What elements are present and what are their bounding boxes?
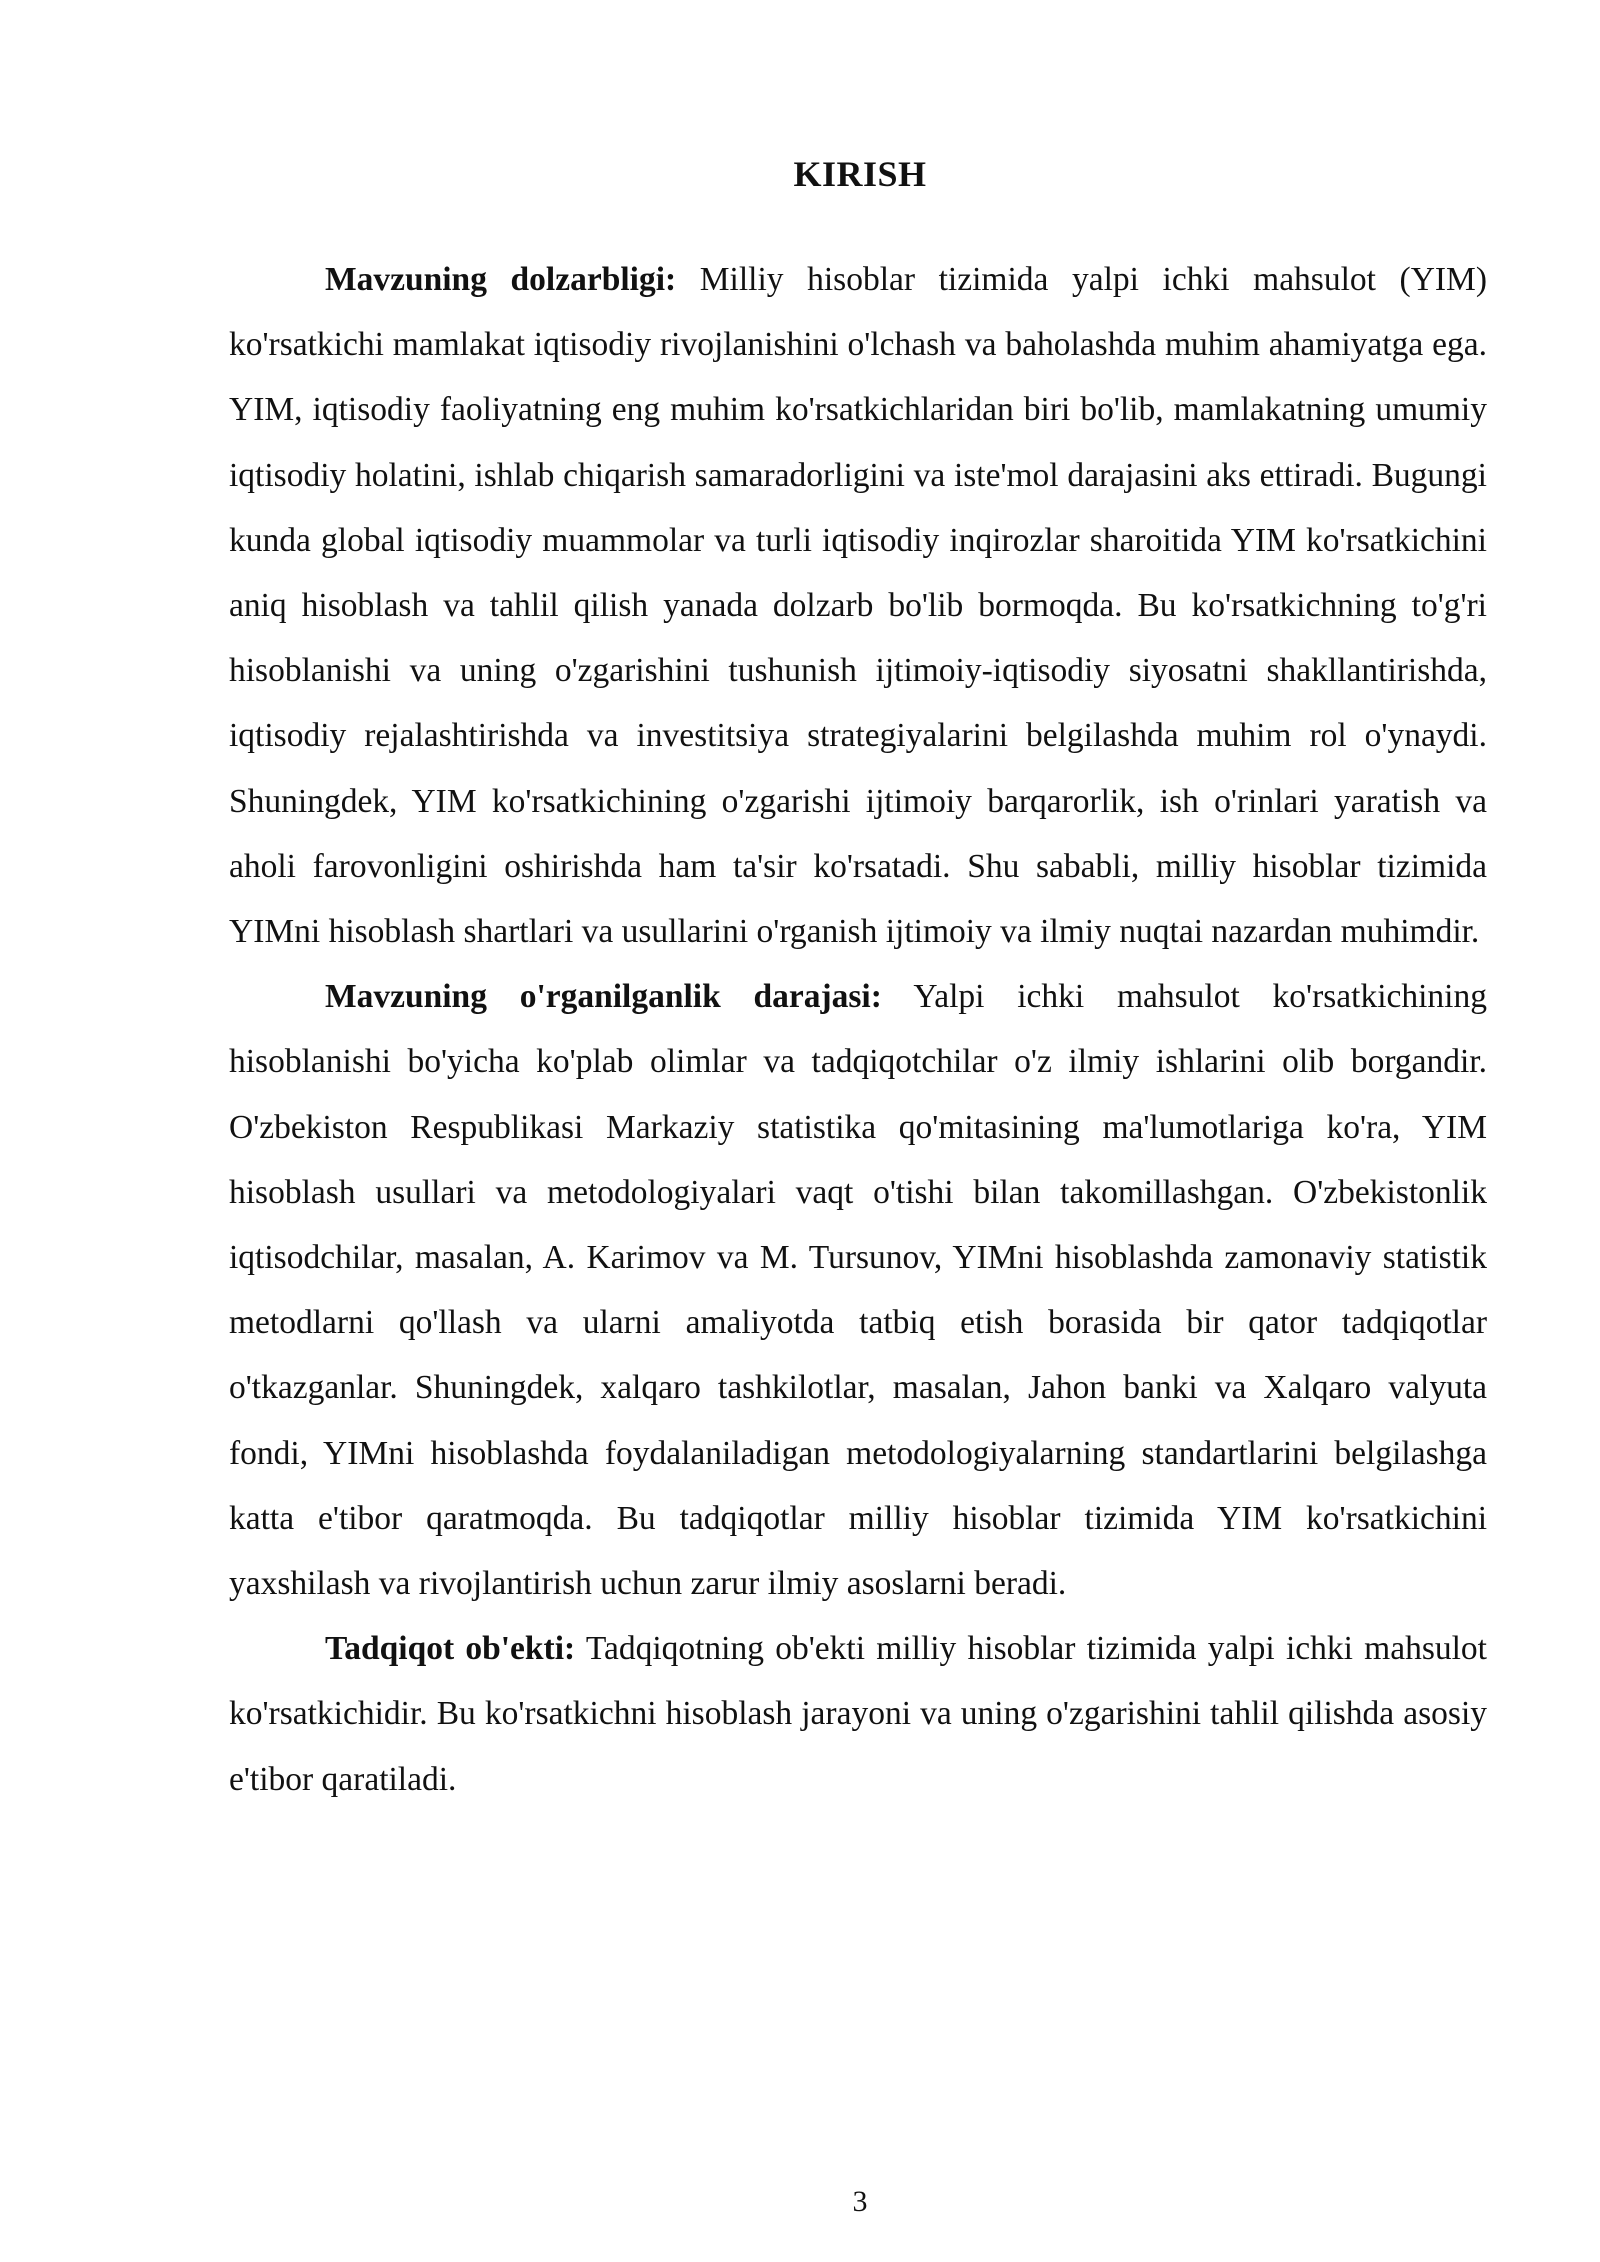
paragraph-heading: Mavzuning dolzarbligi: xyxy=(325,261,677,298)
document-body xyxy=(229,247,1487,1812)
paragraph-text: Yalpi ichki mahsulot ko'rsatkichining hisoblanishi bo'yicha ko'plab olimlar va tadqiqotchilar o'z ilmiy ishlarini olib borgandir. O'zbekiston Respublikasi Markaziy statistika qo'mitasining ma'lumotlariga ko'ra, YIM hisoblash usullari va metodologiyalari vaqt o'tishi bilan takomillashgan. O'zbekistonlik iqtisodchilar, masalan, A. Karimov va M. Tursunov, YIMni hisoblashda zamonaviy statistik metodlarni qo'llash va ularni amaliyotda tatbiq etish borasida bir qator tadqiqotlar o'tkazganlar. Shuningdek, xalqaro tashkilotlar, masalan, Jahon banki va Xalqaro valyuta fondi, YIMni hisoblashda foydalaniladigan metodologiyalarning standartlarini belgilashga katta e'tibor qaratmoqda. Bu tadqiqotlar milliy hisoblar tizimida YIM ko'rsatkichini yaxshilash va rivojlantirish uchun zarur ilmiy asoslarni beradi. xyxy=(229,978,1487,1603)
paragraph-text: Milliy hisoblar tizimida yalpi ichki mahsulot (YIM) ko'rsatkichi mamlakat iqtisodiy rivojlanishini o'lchash va baholashda muhim ahamiyatga ega. YIM, iqtisodiy faoliyatning eng muhim ko'rsatkichlaridan biri bo'lib, mamlakatning umumiy iqtisodiy holatini, ishlab chiqarish samaradorligini va iste'mol darajasini aks ettiradi. Bugungi kunda global iqtisodiy muammolar va turli iqtisodiy inqirozlar sharoitida YIM ko'rsatkichini aniq hisoblash va tahlil qilish yanada dolzarb bo'lib bormoqda. Bu ko'rsatkichning to'g'ri hisoblanishi va uning o'zgarishini tushunish ijtimoiy-iqtisodiy siyosatni shakllantirishda, iqtisodiy rejalashtirishda va investitsiya strategiyalarini belgilashda muhim rol o'ynaydi. Shuningdek, YIM ko'rsatkichining o'zgarishi ijtimoiy barqarorlik, ish o'rinlari yaratish va aholi farovonligini oshirishda ham ta'sir ko'rsatadi. Shu sababli, milliy hisoblar tizimida YIMni hisoblash shartlari va usullarini o'rganish ijtimoiy va ilmiy nuqtai nazardan muhimdir. xyxy=(229,261,1487,951)
page-number: 3 xyxy=(852,2185,868,2218)
paragraph-text: Tadqiqotning ob'ekti milliy hisoblar tizimida yalpi ichki mahsulot ko'rsatkichidir. Bu ko'rsatkichni hisoblash jarayoni va uning o'zgarishini tahlil qilishda asosiy e'tibor qaratiladi. xyxy=(229,1630,1487,1798)
paragraph-relevance xyxy=(229,247,1487,964)
paragraph-research-level xyxy=(229,964,1487,1616)
paragraph-heading: Tadqiqot ob'ekti: xyxy=(325,1630,576,1668)
paragraph-heading: Mavzuning o'rganilganlik darajasi: xyxy=(325,978,882,1016)
page-title: KIRISH xyxy=(793,154,927,194)
paragraph-research-object xyxy=(229,1616,1487,1812)
